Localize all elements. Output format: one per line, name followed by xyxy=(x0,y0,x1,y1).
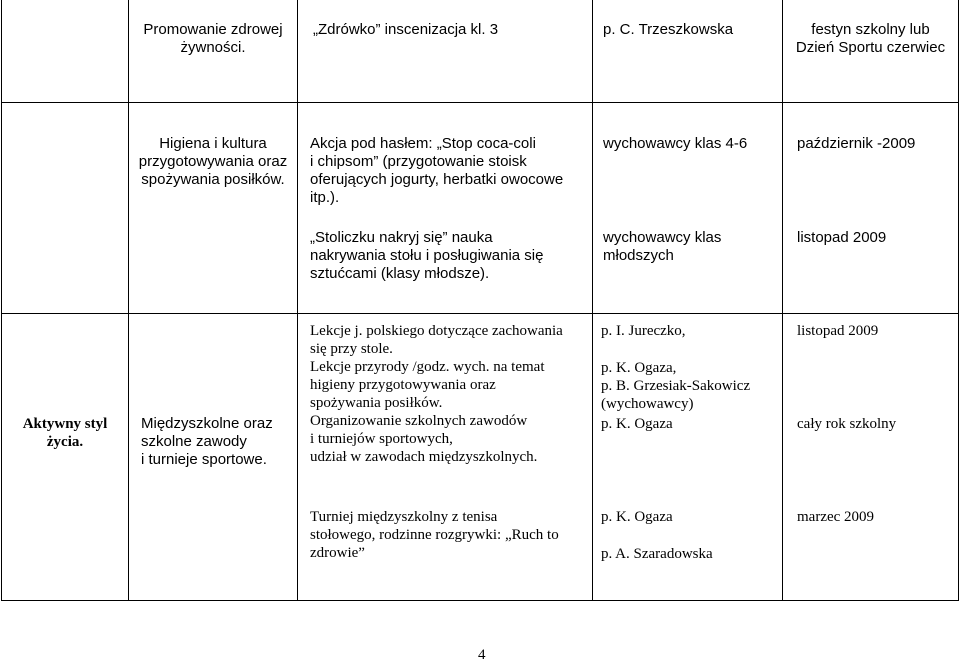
row3-area: Aktywny styl życia. xyxy=(22,416,108,450)
row2-responsible-a: wychowawcy klas 4-6 xyxy=(603,135,748,152)
grid-line xyxy=(958,0,959,601)
row3-responsible-a-2: p. K. Ogaza, xyxy=(601,360,677,376)
row3-responsible-a-1: p. I. Jureczko, xyxy=(601,323,686,339)
row1-date: festyn szkolny lub Dzień Sportu czerwiec xyxy=(795,21,946,56)
grid-line xyxy=(1,102,959,103)
row2-task: Higiena i kultura przygotowywania oraz spożywania posiłków. xyxy=(138,135,288,188)
grid-line xyxy=(297,0,298,601)
row1-task: Promowanie zdrowej żywności. xyxy=(143,21,283,56)
row2-form-b: „Stoliczku nakryj się” nauka nakrywania stołu i posługiwania się sztućcami (klasy młodsze). xyxy=(310,229,544,282)
grid-line xyxy=(1,0,2,601)
row3-responsible-b-1: p. K. Ogaza xyxy=(601,509,673,525)
row2-date-b: listopad 2009 xyxy=(797,229,887,246)
row2-form-a: Akcja pod hasłem: „Stop coca-coli i chipsom” (przygotowanie stoisk oferujących jogurty, herbatki owocowe itp.). xyxy=(310,135,564,206)
grid-line xyxy=(592,0,593,601)
row1-responsible: p. C. Trzeszkowska xyxy=(603,21,734,38)
grid-line xyxy=(128,0,129,601)
grid-line xyxy=(1,600,959,601)
row3-date-a-1: listopad 2009 xyxy=(797,323,879,339)
row3-date-a-2: cały rok szkolny xyxy=(797,416,897,432)
row3-responsible-a-5: p. K. Ogaza xyxy=(601,416,673,432)
row3-responsible-a-3: p. B. Grzesiak-Sakowicz xyxy=(601,378,751,394)
row2-responsible-b: wychowawcy klas młodszych xyxy=(603,229,722,264)
page-number: 4 xyxy=(478,647,486,663)
row3-date-b: marzec 2009 xyxy=(797,509,875,525)
row3-task: Międzyszkolne oraz szkolne zawody i turnieje sportowe. xyxy=(141,415,273,468)
row3-form-b: Turniej międzyszkolny z tenisa stołowego, rodzinne rozgrywki: „Ruch to zdrowie” xyxy=(310,509,559,561)
row3-responsible-a-4: (wychowawcy) xyxy=(601,396,694,412)
row3-responsible-b-2: p. A. Szaradowska xyxy=(601,546,713,562)
grid-line xyxy=(1,313,959,314)
grid-line xyxy=(782,0,783,601)
row3-form-a: Lekcje j. polskiego dotyczące zachowania się przy stole. Lekcje przyrody /godz. wych. na temat higieny przygotowywania oraz spożywania posiłków. Organizowanie szkolnych zawodów i turniejów sportowych, udział w zawodach międzyszkolnych. xyxy=(310,323,563,465)
row2-date-a: październik -2009 xyxy=(797,135,916,152)
row1-form: „Zdrówko” inscenizacja kl. 3 xyxy=(313,21,499,38)
